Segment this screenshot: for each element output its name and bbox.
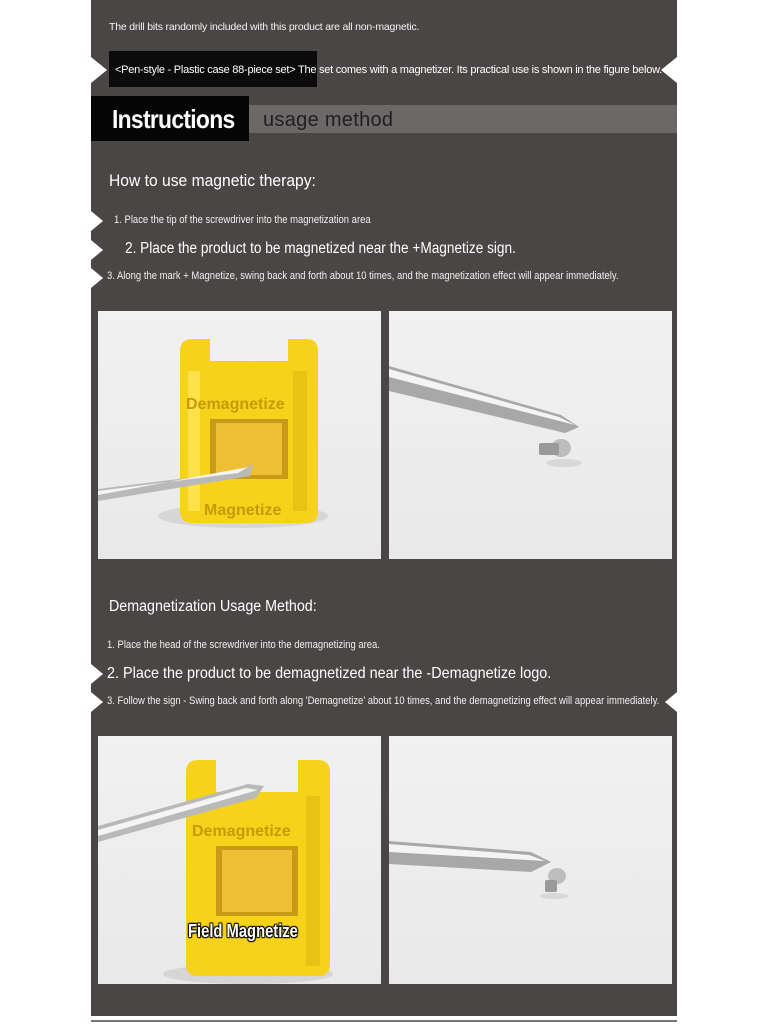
magnetize-step-1: 1. Place the tip of the screwdriver into the magnetization area — [114, 214, 371, 226]
non-magnetic-note: The drill bits randomly included with this product are all non-magnetic. — [109, 21, 420, 33]
banner-right-notch — [661, 57, 677, 83]
demagnetize-mark: Demagnetize — [186, 396, 285, 413]
magnetized-screwdriver-photo — [389, 311, 672, 559]
magnetize-step-3: 3. Along the mark + Magnetize, swing back and forth about 10 times, and the magnetization effect will appear immediately. — [107, 270, 619, 282]
banner-left-notch — [91, 57, 107, 83]
step-arrow-right-icon — [665, 692, 677, 712]
page-title: Instructions — [112, 104, 235, 134]
step-arrow-left-icon — [91, 240, 103, 260]
step-arrow-left-icon — [91, 692, 103, 712]
step-arrow-left-icon — [91, 268, 103, 288]
magnetize-mark: Magnetize — [204, 502, 282, 519]
demagnetize-photo-tool — [98, 736, 381, 984]
magnetize-photo-tool — [98, 311, 381, 559]
magnetize-step-2: 2. Place the product to be magnetized near the +Magnetize sign. — [125, 240, 516, 257]
field-magnetize-caption: Field Magnetize — [188, 921, 298, 941]
demagnetize-mark: Demagnetize — [192, 823, 291, 840]
bottom-divider — [91, 1020, 677, 1022]
demagnetize-heading: Demagnetization Usage Method: — [109, 598, 317, 615]
demagnetize-step-3: 3. Follow the sign - Swing back and forth along 'Demagnetize' about 10 times, and the demagnetizing effect will appear immediately. — [107, 695, 660, 707]
step-arrow-left-icon — [91, 664, 103, 684]
set-description-banner: <Pen-style - Plastic case 88-piece set> The set comes with a magnetizer. Its practical use is shown in the figure below. — [115, 64, 662, 76]
demagnetized-screwdriver-photo — [389, 736, 672, 984]
page-subtitle: usage method — [263, 109, 394, 131]
demagnetize-step-1: 1. Place the head of the screwdriver into the demagnetizing area. — [107, 639, 380, 651]
step-arrow-left-icon — [91, 211, 103, 231]
demagnetize-step-2: 2. Place the product to be demagnetized near the -Demagnetize logo. — [107, 665, 552, 682]
magnetize-heading: How to use magnetic therapy: — [109, 171, 316, 190]
